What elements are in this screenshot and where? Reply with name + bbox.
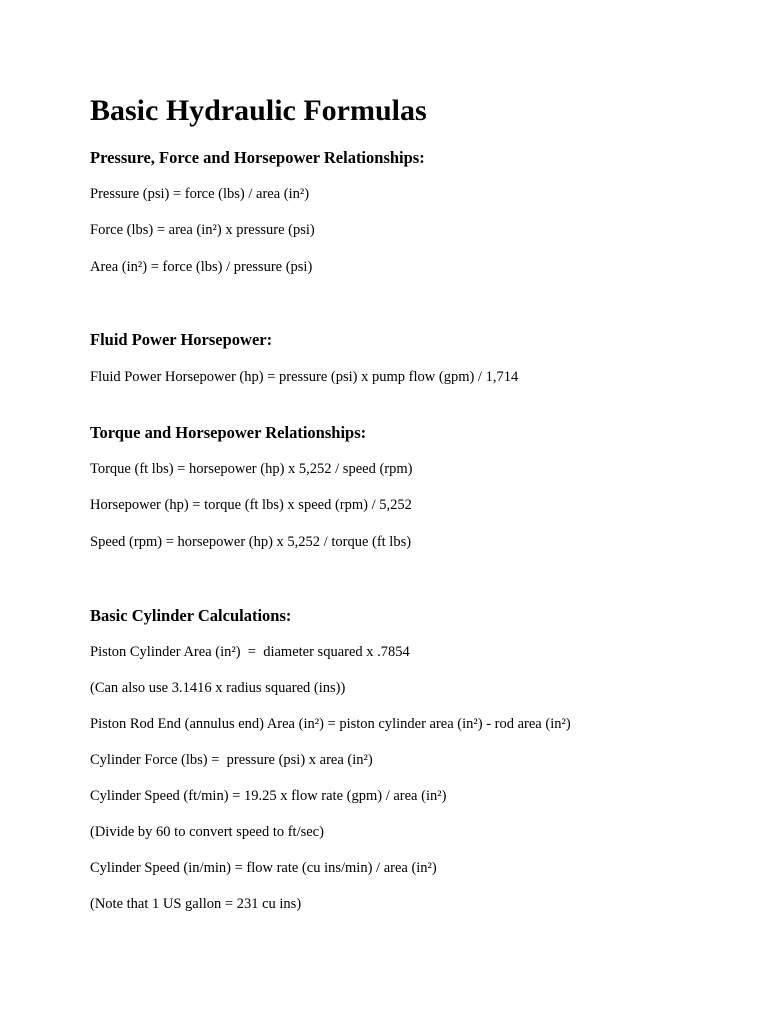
section-heading-cylinder: Basic Cylinder Calculations: xyxy=(90,606,292,625)
formula-rod-end-area: Piston Rod End (annulus end) Area (in²) = piston cylinder area (in²) - rod area (in²) xyxy=(90,716,571,732)
formula-pressure: Pressure (psi) = force (lbs) / area (in²) xyxy=(90,186,310,202)
formula-piston-area: Piston Cylinder Area (in²) = diameter squared x .7854 xyxy=(90,644,410,660)
note-us-gallon: (Note that 1 US gallon = 231 cu ins) xyxy=(90,896,302,912)
note-divide-by-60: (Divide by 60 to convert speed to ft/sec) xyxy=(90,824,324,840)
formula-horsepower: Horsepower (hp) = torque (ft lbs) x speed (rpm) / 5,252 xyxy=(90,497,412,513)
formula-fluid-power-hp: Fluid Power Horsepower (hp) = pressure (psi) x pump flow (gpm) / 1,714 xyxy=(90,369,519,385)
formula-speed: Speed (rpm) = horsepower (hp) x 5,252 / torque (ft lbs) xyxy=(90,534,412,550)
formula-cylinder-speed-in: Cylinder Speed (in/min) = flow rate (cu ins/min) / area (in²) xyxy=(90,860,437,876)
formula-area: Area (in²) = force (lbs) / pressure (psi) xyxy=(90,259,313,275)
section-heading-fluid-power: Fluid Power Horsepower: xyxy=(90,330,273,349)
formula-cylinder-force: Cylinder Force (lbs) = pressure (psi) x area (in²) xyxy=(90,752,373,768)
formula-cylinder-speed-ft: Cylinder Speed (ft/min) = 19.25 x flow rate (gpm) / area (in²) xyxy=(90,788,447,804)
formula-torque: Torque (ft lbs) = horsepower (hp) x 5,252 / speed (rpm) xyxy=(90,461,413,477)
note-radius-alternative: (Can also use 3.1416 x radius squared (ins)) xyxy=(90,680,346,696)
section-heading-torque-hp: Torque and Horsepower Relationships: xyxy=(90,423,367,442)
section-heading-pressure-force: Pressure, Force and Horsepower Relationships: xyxy=(90,148,425,167)
formula-force: Force (lbs) = area (in²) x pressure (psi) xyxy=(90,222,315,238)
page-title: Basic Hydraulic Formulas xyxy=(90,94,427,127)
